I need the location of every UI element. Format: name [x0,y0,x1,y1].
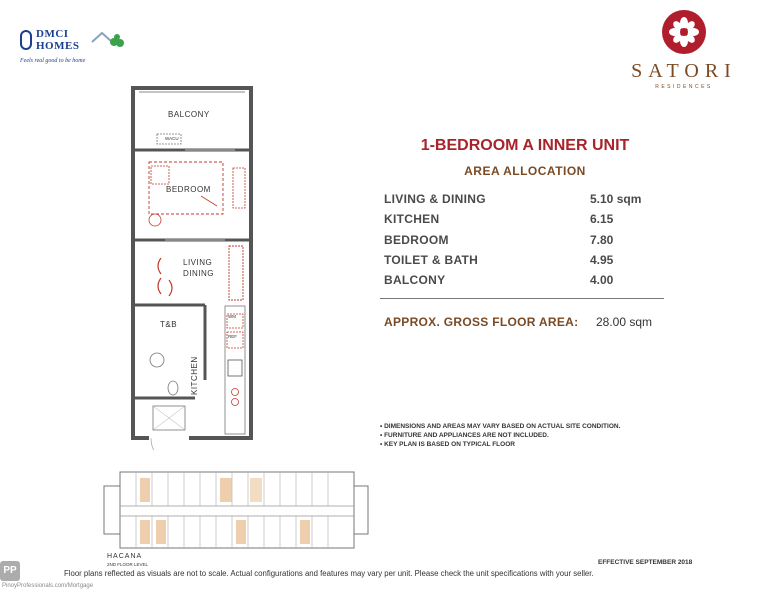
satori-emblem-icon [662,10,706,54]
area-label: BALCONY [384,273,446,287]
room-label-dining: DINING [183,269,214,278]
area-label: BEDROOM [384,233,449,247]
room-label-balcony: BALCONY [168,110,210,119]
dmci-logo [20,28,130,68]
project-subtitle: RESIDENCES [655,84,713,90]
area-row [384,192,664,210]
notes-list [380,422,680,449]
dmci-logo-line2: HOMES [36,40,80,52]
key-plan-title: HACANA [107,553,143,560]
gross-area-label: APPROX. GROSS FLOOR AREA: [384,315,579,329]
project-name: SATORI [631,60,737,82]
watermark-text: PinoyProfessionals.com/Mortgage [2,583,94,589]
area-row [384,273,664,291]
unit-title: 1-BEDROOM A INNER UNIT [420,137,630,154]
key-plan-subtitle: 2ND FLOOR LEVEL [107,562,149,567]
note-item: • KEY PLAN IS BASED ON TYPICAL FLOOR [380,441,515,448]
area-row [384,212,664,230]
room-label-ref: REF [228,334,237,339]
area-label: KITCHEN [384,212,440,226]
room-label-tb: T&B [160,320,178,329]
gross-area-value: 28.00 sqm [596,315,653,329]
area-value: 7.80 [590,233,614,247]
divider [380,298,664,299]
room-label-living: LIVING [183,258,213,267]
room-label-kitchen: KITCHEN [190,356,199,395]
area-label: TOILET & BATH [384,253,479,267]
area-label: LIVING & DINING [384,192,486,206]
dmci-logo-line1: DMCI [36,28,69,40]
watermark-badge: PP [0,561,20,581]
house-icon [90,30,126,52]
dmci-tagline: Feels real good to be home [20,58,86,64]
note-item: • DIMENSIONS AND AREAS MAY VARY BASED ON ACTUAL SITE CONDITION. [380,423,621,430]
room-label-wacu: WACU [165,136,179,141]
area-row [384,233,664,251]
room-label-wm: WM [228,314,236,319]
area-allocation-heading: AREA ALLOCATION [464,164,586,178]
area-value: 4.95 [590,253,614,267]
area-value: 4.00 [590,273,614,287]
area-row [384,253,664,271]
note-item: • FURNITURE AND APPLIANCES ARE NOT INCLUDED. [380,432,549,439]
area-value: 6.15 [590,212,614,226]
area-value: 5.10 sqm [590,192,642,206]
disclaimer: Floor plans reflected as visuals are not to scale. Actual configurations and features may vary per unit. Please check the unit specifications with your seller. [64,569,594,578]
key-plan [100,468,372,552]
room-label-bedroom: BEDROOM [166,185,211,194]
dmci-mark-icon [20,30,32,50]
effective-date: EFFECTIVE SEPTEMBER 2018 [598,559,693,566]
